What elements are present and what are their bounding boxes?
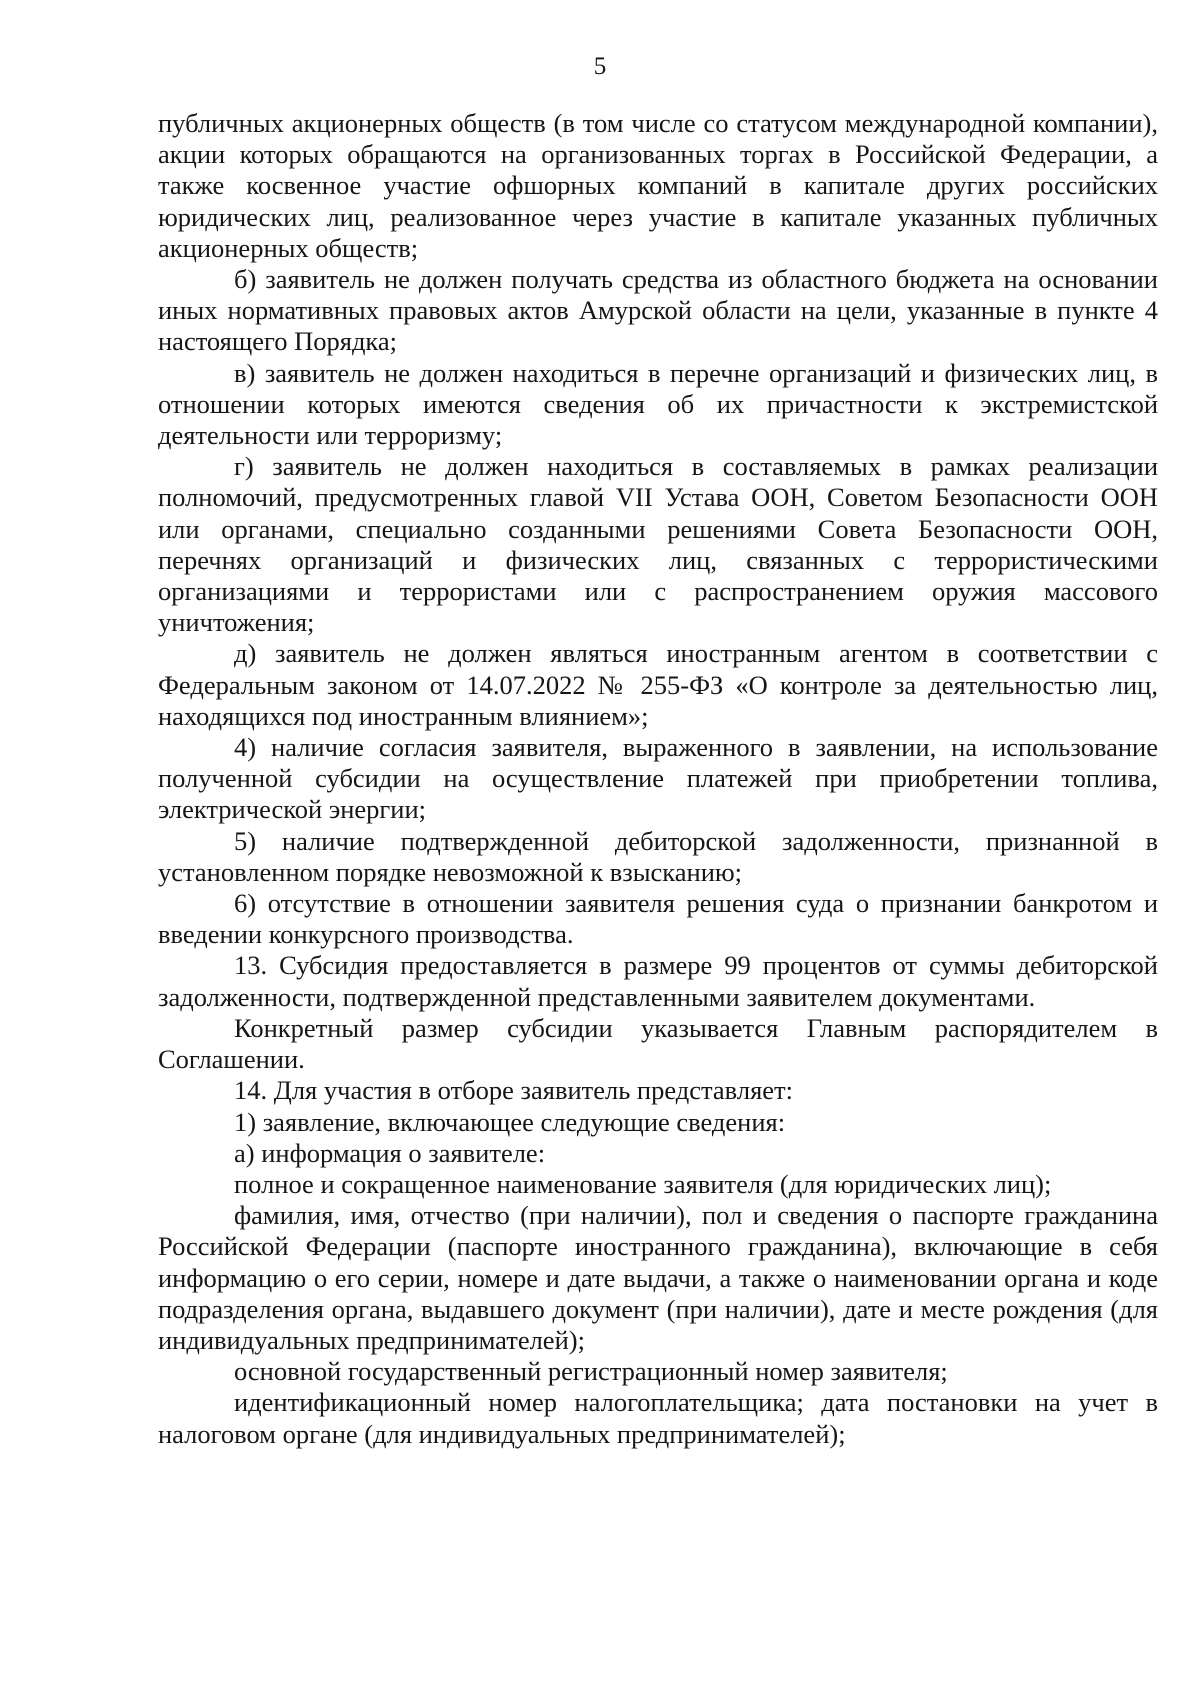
- paragraph-item-5: 5) наличие подтвержденной дебиторской задолженности, признанной в установленном порядке невозможной к взысканию;: [158, 825, 1158, 887]
- paragraph-application: 1) заявление, включающее следующие сведения:: [234, 1106, 786, 1137]
- paragraph-item-d: д) заявитель не должен являться иностранным агентом в соответствии с Федеральным законом от 14.07.2022 № 255-ФЗ «О контроле за деятельностью лиц, находящихся под иностранным влиянием»;: [158, 638, 1158, 731]
- paragraph-clause-14: 14. Для участия в отборе заявитель представляет:: [234, 1075, 793, 1106]
- paragraph-item-g: г) заявитель не должен находиться в составляемых в рамках реализации полномочий, предусмотренных главой VII Устава ООН, Советом Безопасности ООН или органами, специально созданными решениями Совета Безопасности ООН, перечнях организаций и физических лиц, связанных с террористическими организациями и террористами или с распространением оружия массового уничтожения;: [158, 451, 1158, 638]
- paragraph-full-name: полное и сокращенное наименование заявителя (для юридических лиц);: [234, 1168, 1052, 1199]
- page-number: 5: [593, 53, 607, 80]
- paragraph-continuation: публичных акционерных обществ (в том числе со статусом международной компании), акции которых обращаются на организованных торгах в Российской Федерации, а также косвенное участие офшорных компаний в капитале других российских юридических лиц, реализованное через участие в капитале указанных публичных акционерных обществ;: [158, 108, 1158, 263]
- paragraph-personal-data: фамилия, имя, отчество (при наличии), пол и сведения о паспорте гражданина Российской Федерации (паспорте иностранного гражданина), включающие в себя информацию о его серии, номере и дате выдачи, а также о наименовании органа и коде подразделения органа, выдавшего документ (при наличии), дате и месте рождения (для индивидуальных предпринимателей);: [158, 1200, 1158, 1355]
- paragraph-subsidy-amount: Конкретный размер субсидии указывается Главным распорядителем в Соглашении.: [158, 1012, 1158, 1075]
- paragraph-item-v: в) заявитель не должен находиться в перечне организаций и физических лиц, в отношении которых имеются сведения об их причастности к экстремистской деятельности или терроризму;: [158, 357, 1158, 451]
- document-body: [158, 108, 1158, 1450]
- paragraph-item-b: б) заявитель не должен получать средства из областного бюджета на основании иных нормативных правовых актов Амурской области на цели, указанные в пункте 4 настоящего Порядка;: [158, 264, 1158, 357]
- paragraph-clause-13: 13. Субсидия предоставляется в размере 99 процентов от суммы дебиторской задолженности, подтвержденной представленными заявителем документами.: [158, 950, 1158, 1012]
- paragraph-ogrn: основной государственный регистрационный номер заявителя;: [234, 1356, 948, 1387]
- paragraph-item-4: 4) наличие согласия заявителя, выраженного в заявлении, на использование полученной субсидии на осуществление платежей при приобретении топлива, электрической энергии;: [158, 732, 1158, 825]
- paragraph-item-6: 6) отсутствие в отношении заявителя решения суда о признании банкротом и введении конкурсного производства.: [158, 888, 1158, 950]
- paragraph-inn: идентификационный номер налогоплательщика; дата постановки на учет в налоговом органе (для индивидуальных предпринимателей);: [158, 1387, 1158, 1449]
- paragraph-applicant-info: а) информация о заявителе:: [234, 1137, 546, 1168]
